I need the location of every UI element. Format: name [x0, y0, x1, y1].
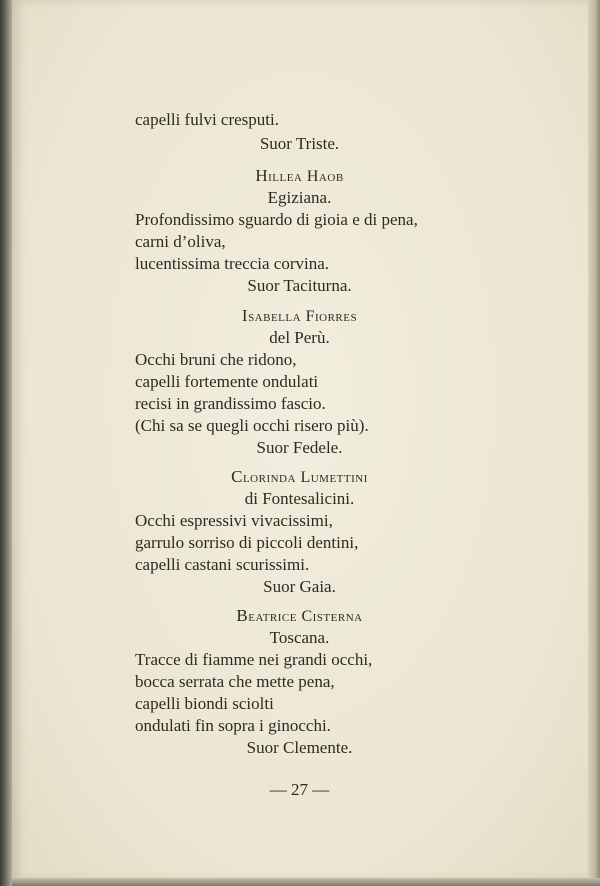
- page-number: — 27 —: [269, 780, 330, 799]
- entry-name: Hillea Haob: [255, 166, 344, 185]
- verse-line: Tracce di fiamme nei grandi occhi,: [135, 650, 373, 669]
- verse-line: lucentissima treccia corvina.: [135, 254, 329, 273]
- entry-name: Isabella Fiorres: [241, 306, 358, 325]
- book-page: [12, 0, 590, 880]
- signature: Suor Taciturna.: [247, 276, 352, 295]
- verse-line: capelli castani scurissimi.: [135, 555, 310, 574]
- verse-line: Occhi bruni che ridono,: [135, 350, 297, 369]
- entry-origin: del Perù.: [269, 328, 330, 347]
- verse-line: carni d’oliva,: [135, 232, 226, 251]
- signature: Suor Clemente.: [246, 738, 353, 757]
- signature: Suor Gaia.: [263, 577, 336, 596]
- page-edge-bottom: [12, 878, 600, 886]
- verse-line: capelli biondi sciolti: [135, 694, 274, 713]
- signature: Suor Triste.: [259, 134, 340, 153]
- verse-line: bocca serrata che mette pena,: [135, 672, 335, 691]
- page-text: [12, 0, 590, 880]
- entry-origin: Egiziana.: [267, 188, 332, 207]
- verse-line: capelli fulvi cresputi.: [135, 110, 279, 129]
- verse-line: Profondissimo sguardo di gioia e di pena,: [135, 210, 418, 229]
- page-edge-right: [588, 0, 600, 886]
- verse-line: garrulo sorriso di piccoli dentini,: [135, 533, 359, 552]
- verse-line: recisi in grandissimo fascio.: [135, 394, 326, 413]
- entry-origin: di Fontesalicini.: [244, 489, 355, 508]
- signature: Suor Fedele.: [256, 438, 343, 457]
- entry-name: Beatrice Cisterna: [236, 606, 363, 625]
- entry-name: Clorinda Lumettini: [231, 467, 368, 486]
- entry-origin: Toscana.: [269, 628, 330, 647]
- verse-line: Occhi espressivi vivacissimi,: [135, 511, 333, 530]
- verse-line: capelli fortemente ondulati: [135, 372, 319, 391]
- verse-line: ondulati fin sopra i ginocchi.: [135, 716, 331, 735]
- verse-line: (Chi sa se quegli occhi risero più).: [135, 416, 369, 435]
